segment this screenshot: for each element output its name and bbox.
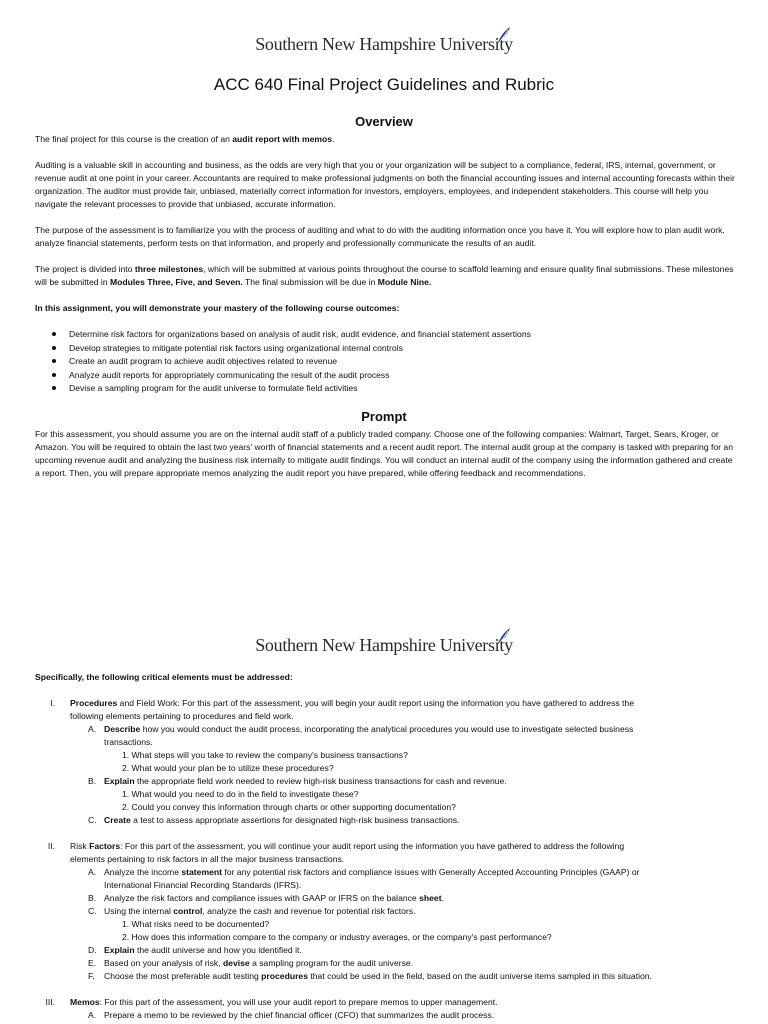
- item-letter: F.: [88, 971, 95, 981]
- item-letter: E.: [88, 958, 97, 968]
- item-text: Explain the appropriate field work needed to review high-risk business transactions for cash and revenue.: [104, 776, 507, 786]
- university-logo: [0, 635, 768, 655]
- section-numeral: III.: [45, 997, 55, 1007]
- item-letter: C.: [88, 815, 97, 825]
- university-logo: [0, 34, 768, 54]
- item-letter: B.: [88, 893, 97, 903]
- list-item: Devise a sampling program for the audit universe to formulate field activities: [52, 382, 531, 396]
- item-text-cont: transactions.: [104, 737, 153, 747]
- item-text-cont: International Financial Recording Standards (IFRS).: [104, 880, 302, 890]
- item-text: Describe how you would conduct the audit process, incorporating the analytical procedures you would use to investigate selected business: [104, 724, 634, 734]
- item-letter: A.: [88, 1010, 97, 1020]
- list-item: Analyze audit reports for appropriately communicating the result of the audit process: [52, 369, 531, 383]
- item-text: Analyze the risk factors and compliance issues with GAAP or IFRS on the balance sheet.: [104, 893, 444, 903]
- page-2: [0, 620, 768, 1024]
- list-item: Develop strategies to mitigate potential risk factors using organizational internal controls: [52, 342, 531, 356]
- item-text: Choose the most preferable audit testing procedures that could be used in the field, based on the audit universe items sampled in this situation.: [104, 971, 652, 981]
- subitem-text: 2. How does this information compare to the company or industry averages, or the company's past performance?: [122, 932, 552, 942]
- item-letter: A.: [88, 724, 97, 734]
- section-lead: Procedures and Field Work: For this part of the assessment, you will begin your audit report using the information you have gathered to address the: [70, 698, 634, 708]
- item-text: Analyze the income statement for any potential risk factors and compliance issues with Generally Accepted Accounting Principles (GAAP) or: [104, 867, 640, 877]
- milestones-paragraph: The project is divided into three milestones, which will be submitted at various points throughout the course to scaffold learning and ensure quality final submissions. These milestones will be submitted in Modules Three, Five, and Seven. The final submission will be due in Module Nine.: [35, 264, 734, 287]
- document-title: ACC 640 Final Project Guidelines and Rubric: [213, 75, 555, 94]
- prompt-heading: Prompt: [361, 409, 407, 424]
- subitem-text: 1. What risks need to be documented?: [122, 919, 270, 929]
- item-letter: A.: [88, 867, 97, 877]
- section-numeral: II.: [47, 841, 55, 851]
- overview-heading: Overview: [355, 114, 413, 129]
- subitem-text: 2. What would your plan be to utilize these procedures?: [122, 763, 334, 773]
- section-lead: Memos: For this part of the assessment, you will use your audit report to prepare memos to upper management.: [70, 997, 498, 1007]
- intro-paragraph: The final project for this course is the creation of an audit report with memos.: [35, 134, 335, 144]
- item-letter: B.: [88, 776, 97, 786]
- section-lead-cont: following elements pertaining to procedures and field work.: [70, 711, 294, 721]
- subitem-text: 1. What would you need to do in the field to investigate these?: [122, 789, 359, 799]
- item-text: Based on your analysis of risk, devise a sampling program for the audit universe.: [104, 958, 414, 968]
- auditing-paragraph: Auditing is a valuable skill in accounting and business, as the odds are very high that you or your organization will be subject to a compliance, federal, IRS, internal, government, or revenue audit at one point in your career. Accountants are required to make professional judgments on both the financial accounting issues and internal accounting forecasts within their organization. The auditor must provide fair, unbiased, materially correct information for investors, employers, employees, and independent stakeholders. This course will help you navigate the relevant processes to provide that unbiased, accurate information.: [35, 160, 735, 209]
- list-item: Create an audit program to achieve audit objectives related to revenue: [52, 355, 531, 369]
- leaf-logo-icon: [495, 26, 511, 46]
- purpose-paragraph: The purpose of the assessment is to familiarize you with the process of auditing and what to do with the auditing information once you have it. You will explore how to plan audit work, analyze financial statements, perform tests on that information, and properly and professionally communicate the results of an audit.: [35, 225, 725, 248]
- prompt-paragraph: For this assessment, you should assume you are on the internal audit staff of a publicly traded company. Choose one of the following companies: Walmart, Target, Sears, Kroger, or Amazon. You will be required to obtain the last two years' worth of financial statements and a recent audit report. The internal audit group at the company is tasked with preparing for an upcoming revenue audit and analyzing the business risk internally to mitigate audit findings. You will conduct an internal audit of the company using the information gathered and create a report. Then, you will prepare appropriate memos analyzing the audit report you have prepared, while offering feedback and recommendations.: [35, 429, 733, 478]
- section-numeral: I.: [50, 698, 55, 708]
- item-text: Prepare a memo to be reviewed by the chief financial officer (CFO) that summarizes the audit process.: [104, 1010, 495, 1020]
- leaf-logo-icon: [495, 627, 511, 647]
- section-lead-cont: elements pertaining to risk factors in all the major business transactions.: [70, 854, 345, 864]
- outcomes-heading: In this assignment, you will demonstrate your mastery of the following course outcomes:: [35, 303, 400, 313]
- subitem-text: 1. What steps will you take to review the company's business transactions?: [122, 750, 408, 760]
- item-text: Create a test to assess appropriate assertions for designated high-risk business transactions.: [104, 815, 460, 825]
- list-item: Determine risk factors for organizations based on analysis of audit risk, audit evidence, and financial statement assertions: [52, 328, 531, 342]
- university-name: Southern New Hampshire University: [255, 34, 513, 54]
- critical-elements-heading: Specifically, the following critical elements must be addressed:: [35, 672, 293, 682]
- item-letter: D.: [88, 945, 97, 955]
- outcomes-list: [52, 328, 531, 396]
- section-lead: Risk Factors: For this part of the assessment, you will continue your audit report using the information you have gathered to address the following: [70, 841, 625, 851]
- item-text: Using the internal control, analyze the cash and revenue for potential risk factors.: [104, 906, 416, 916]
- university-name: Southern New Hampshire University: [255, 635, 513, 655]
- subitem-text: 2. Could you convey this information through charts or other supporting documentation?: [122, 802, 456, 812]
- item-letter: C.: [88, 906, 97, 916]
- item-text: Explain the audit universe and how you identified it.: [104, 945, 302, 955]
